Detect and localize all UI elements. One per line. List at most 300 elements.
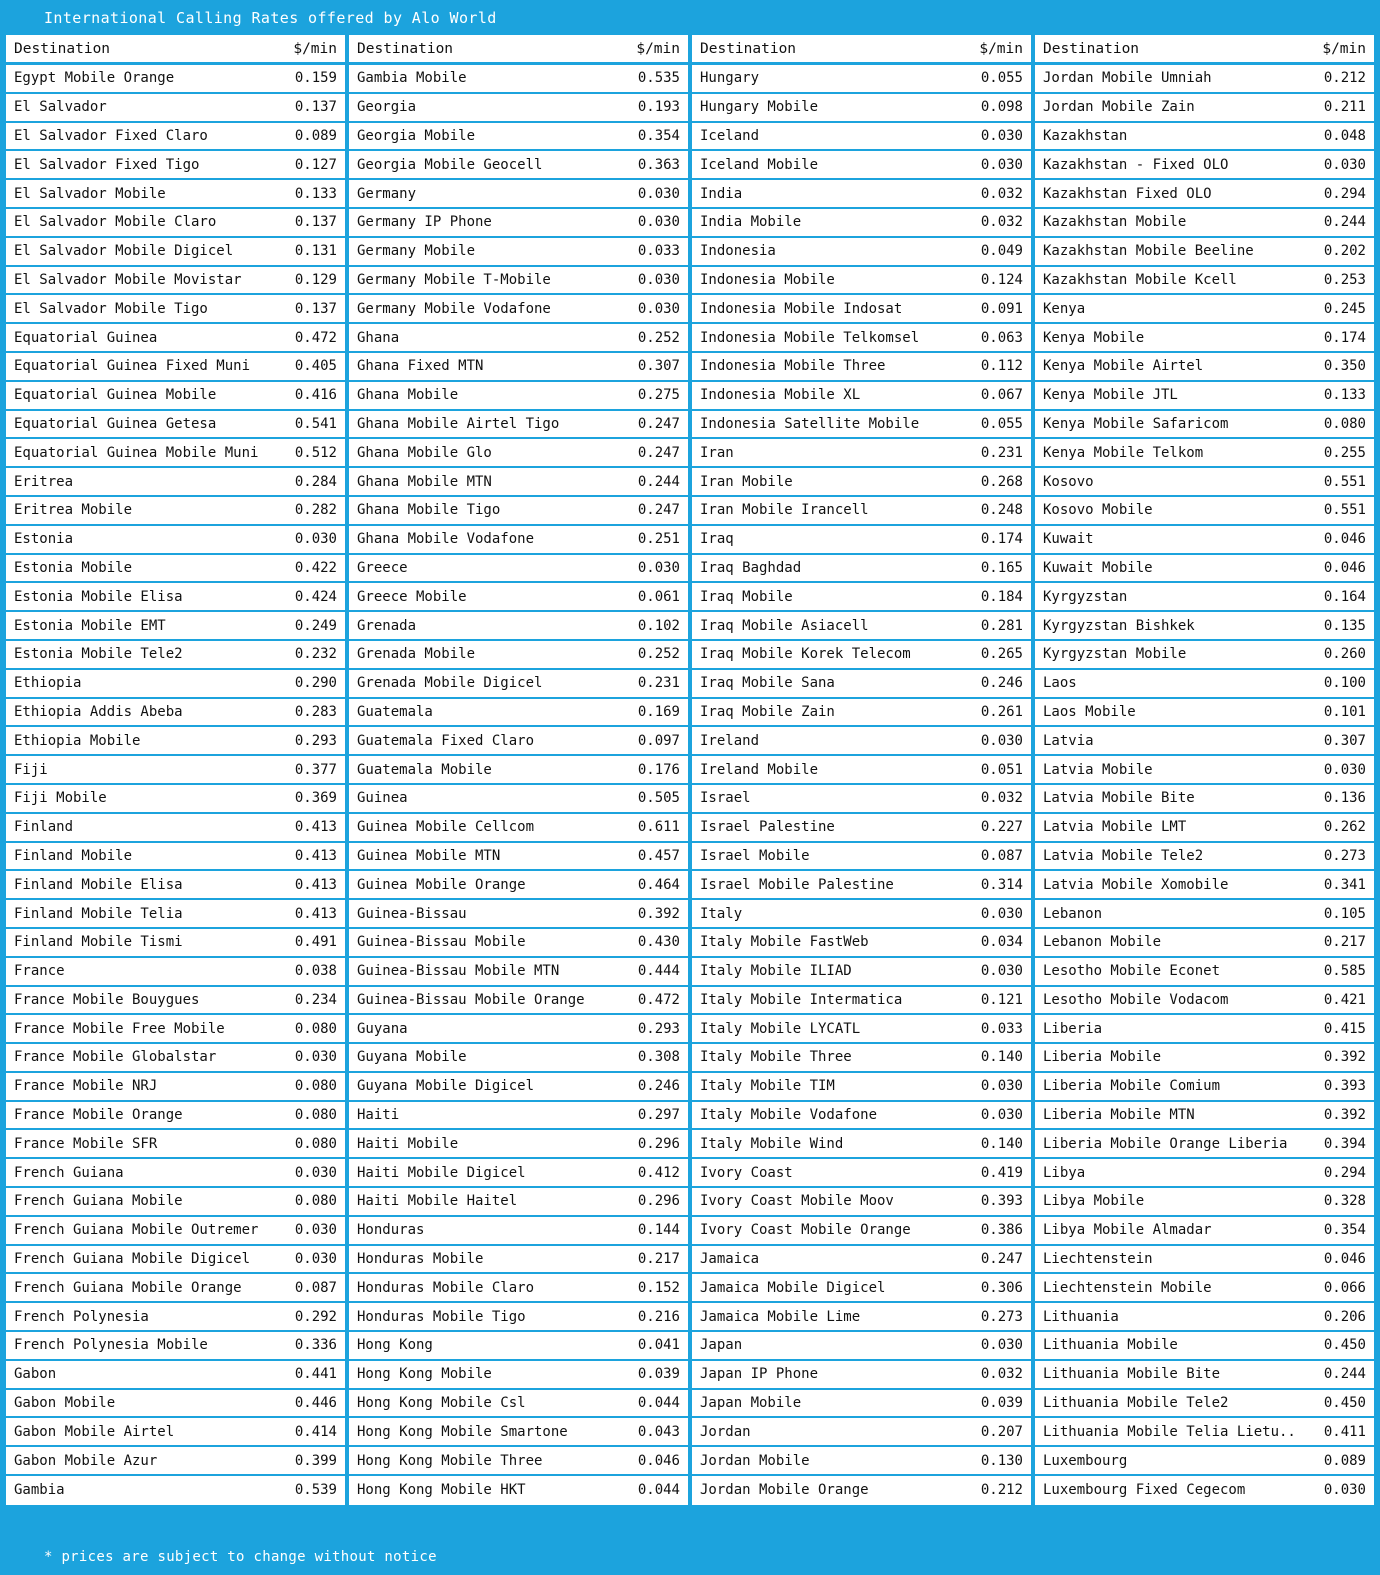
column-header-rate: $/min bbox=[1322, 40, 1366, 57]
rate-cell: 0.405 bbox=[294, 358, 337, 375]
table-row bbox=[349, 699, 688, 728]
destination-cell: Libya bbox=[1043, 1164, 1086, 1181]
destination-cell: French Guiana Mobile bbox=[14, 1193, 183, 1210]
table-row bbox=[6, 94, 345, 123]
destination-cell: Ireland Mobile bbox=[700, 761, 819, 778]
table-row bbox=[692, 267, 1031, 296]
destination-cell: France Mobile NRJ bbox=[14, 1078, 158, 1095]
table-row bbox=[6, 1274, 345, 1303]
table-row bbox=[6, 1246, 345, 1275]
rate-cell: 0.207 bbox=[980, 1423, 1023, 1440]
table-row bbox=[6, 1159, 345, 1188]
destination-cell: Grenada Mobile Digicel bbox=[357, 675, 543, 692]
rate-cell: 0.137 bbox=[294, 300, 337, 317]
table-row bbox=[349, 353, 688, 382]
rate-cell: 0.284 bbox=[294, 473, 337, 490]
destination-cell: Indonesia Satellite Mobile bbox=[700, 415, 920, 432]
rate-cell: 0.055 bbox=[980, 70, 1023, 87]
destination-cell: Guyana bbox=[357, 1020, 408, 1037]
rate-cell: 0.232 bbox=[294, 646, 337, 663]
rate-cell: 0.087 bbox=[980, 847, 1023, 864]
rate-cell: 0.089 bbox=[294, 127, 337, 144]
rate-cell: 0.091 bbox=[980, 300, 1023, 317]
rate-cell: 0.393 bbox=[1323, 1078, 1366, 1095]
rate-cell: 0.211 bbox=[1323, 99, 1366, 116]
table-row bbox=[1035, 497, 1374, 526]
table-row bbox=[1035, 1332, 1374, 1361]
table-row bbox=[1035, 209, 1374, 238]
destination-cell: Liechtenstein Mobile bbox=[1043, 1279, 1212, 1296]
destination-cell: Georgia Mobile Geocell bbox=[357, 156, 543, 173]
table-row bbox=[1035, 756, 1374, 785]
rate-cell: 0.046 bbox=[1323, 559, 1366, 576]
table-row bbox=[1035, 641, 1374, 670]
rate-cell: 0.030 bbox=[980, 156, 1023, 173]
rate-cell: 0.273 bbox=[980, 1308, 1023, 1325]
destination-cell: Lithuania bbox=[1043, 1308, 1119, 1325]
destination-cell: Indonesia Mobile XL bbox=[700, 387, 861, 404]
table-row bbox=[349, 1188, 688, 1217]
rate-cell: 0.202 bbox=[1323, 243, 1366, 260]
destination-cell: Jamaica Mobile Digicel bbox=[700, 1279, 886, 1296]
destination-cell: Haiti Mobile Digicel bbox=[357, 1164, 526, 1181]
destination-cell: Ethiopia Mobile bbox=[14, 732, 141, 749]
table-row bbox=[349, 1073, 688, 1102]
destination-cell: Equatorial Guinea bbox=[14, 329, 158, 346]
rate-cell: 0.350 bbox=[1323, 358, 1366, 375]
rate-cell: 0.030 bbox=[294, 1222, 337, 1239]
destination-cell: Equatorial Guinea Getesa bbox=[14, 415, 217, 432]
rate-cell: 0.033 bbox=[980, 1020, 1023, 1037]
destination-cell: Italy Mobile Vodafone bbox=[700, 1107, 878, 1124]
table-row bbox=[6, 1188, 345, 1217]
destination-cell: Kazakhstan Mobile Beeline bbox=[1043, 243, 1254, 260]
destination-cell: Kazakhstan Mobile Kcell bbox=[1043, 271, 1237, 288]
rate-cell: 0.030 bbox=[637, 559, 680, 576]
table-row bbox=[692, 929, 1031, 958]
table-row bbox=[349, 670, 688, 699]
rate-cell: 0.393 bbox=[980, 1193, 1023, 1210]
table-row bbox=[692, 612, 1031, 641]
table-row bbox=[349, 123, 688, 152]
destination-cell: Japan Mobile bbox=[700, 1395, 802, 1412]
table-row bbox=[349, 1217, 688, 1246]
rate-cell: 0.165 bbox=[980, 559, 1023, 576]
rate-cell: 0.424 bbox=[294, 588, 337, 605]
table-row bbox=[692, 526, 1031, 555]
destination-cell: Iraq Mobile Sana bbox=[700, 675, 835, 692]
rate-cell: 0.244 bbox=[637, 473, 680, 490]
rate-cell: 0.216 bbox=[637, 1308, 680, 1325]
table-row bbox=[692, 699, 1031, 728]
rate-cell: 0.234 bbox=[294, 991, 337, 1008]
destination-cell: Iceland Mobile bbox=[700, 156, 819, 173]
rate-cell: 0.152 bbox=[637, 1279, 680, 1296]
rate-cell: 0.354 bbox=[1323, 1222, 1366, 1239]
rate-cell: 0.414 bbox=[294, 1423, 337, 1440]
table-row bbox=[6, 699, 345, 728]
table-row bbox=[692, 555, 1031, 584]
table-row bbox=[692, 1130, 1031, 1159]
rate-cell: 0.087 bbox=[294, 1279, 337, 1296]
rate-cell: 0.066 bbox=[1323, 1279, 1366, 1296]
rate-cell: 0.030 bbox=[980, 963, 1023, 980]
destination-cell: Israel Palestine bbox=[700, 819, 835, 836]
destination-cell: Jordan bbox=[700, 1423, 751, 1440]
rate-cell: 0.413 bbox=[294, 876, 337, 893]
table-row bbox=[1035, 900, 1374, 929]
rate-cell: 0.392 bbox=[1323, 1107, 1366, 1124]
destination-cell: Japan IP Phone bbox=[700, 1366, 819, 1383]
table-row bbox=[692, 1044, 1031, 1073]
destination-cell: Hong Kong Mobile Three bbox=[357, 1452, 543, 1469]
table-row bbox=[1035, 1102, 1374, 1131]
destination-cell: Liberia Mobile bbox=[1043, 1049, 1162, 1066]
table-row bbox=[349, 555, 688, 584]
destination-cell: El Salvador Mobile Tigo bbox=[14, 300, 208, 317]
destination-cell: Germany Mobile Vodafone bbox=[357, 300, 551, 317]
destination-cell: Estonia Mobile EMT bbox=[14, 617, 166, 634]
rate-cell: 0.249 bbox=[294, 617, 337, 634]
destination-cell: Luxembourg bbox=[1043, 1452, 1128, 1469]
destination-cell: Libya Mobile Almadar bbox=[1043, 1222, 1212, 1239]
destination-cell: Guinea-Bissau bbox=[357, 905, 467, 922]
rate-cell: 0.491 bbox=[294, 934, 337, 951]
rate-cell: 0.464 bbox=[637, 876, 680, 893]
destination-cell: Ghana Fixed MTN bbox=[357, 358, 484, 375]
destination-cell: Italy Mobile Three bbox=[700, 1049, 852, 1066]
table-row bbox=[349, 871, 688, 900]
rate-cell: 0.386 bbox=[980, 1222, 1023, 1239]
table-row bbox=[349, 612, 688, 641]
rate-cell: 0.411 bbox=[1323, 1423, 1366, 1440]
column-header-destination: Destination bbox=[1043, 40, 1140, 57]
destination-cell: Ghana Mobile bbox=[357, 387, 459, 404]
rate-cell: 0.030 bbox=[980, 1107, 1023, 1124]
rate-cell: 0.283 bbox=[294, 703, 337, 720]
destination-cell: Iraq Mobile bbox=[700, 588, 793, 605]
rate-cell: 0.032 bbox=[980, 1366, 1023, 1383]
rate-cell: 0.048 bbox=[1323, 127, 1366, 144]
rate-cell: 0.244 bbox=[1323, 1366, 1366, 1383]
destination-cell: Italy Mobile Wind bbox=[700, 1135, 844, 1152]
destination-cell: Gabon Mobile bbox=[14, 1395, 116, 1412]
rate-cell: 0.039 bbox=[637, 1366, 680, 1383]
rate-cell: 0.296 bbox=[637, 1135, 680, 1152]
rate-cell: 0.034 bbox=[980, 934, 1023, 951]
rate-cell: 0.307 bbox=[1323, 732, 1366, 749]
table-row bbox=[6, 65, 345, 94]
table-row bbox=[692, 65, 1031, 94]
rate-cell: 0.306 bbox=[980, 1279, 1023, 1296]
table-row bbox=[692, 209, 1031, 238]
rate-cell: 0.328 bbox=[1323, 1193, 1366, 1210]
table-row bbox=[6, 1390, 345, 1419]
destination-cell: Iraq Baghdad bbox=[700, 559, 802, 576]
destination-cell: Guyana Mobile bbox=[357, 1049, 467, 1066]
rate-cell: 0.253 bbox=[1323, 271, 1366, 288]
table-row bbox=[349, 814, 688, 843]
rate-cell: 0.136 bbox=[1323, 790, 1366, 807]
rate-cell: 0.098 bbox=[980, 99, 1023, 116]
destination-cell: Guinea-Bissau Mobile MTN bbox=[357, 963, 560, 980]
rate-cell: 0.247 bbox=[637, 444, 680, 461]
rate-cell: 0.030 bbox=[294, 531, 337, 548]
destination-cell: Lithuania Mobile Tele2 bbox=[1043, 1395, 1229, 1412]
destination-cell: Jamaica Mobile Lime bbox=[700, 1308, 861, 1325]
rate-cell: 0.247 bbox=[637, 415, 680, 432]
destination-cell: Honduras bbox=[357, 1222, 425, 1239]
destination-cell: Guinea bbox=[357, 790, 408, 807]
table-row bbox=[349, 583, 688, 612]
table-row bbox=[692, 1159, 1031, 1188]
destination-cell: Haiti Mobile Haitel bbox=[357, 1193, 518, 1210]
destination-cell: Guinea Mobile Orange bbox=[357, 876, 526, 893]
destination-cell: Kyrgyzstan Bishkek bbox=[1043, 617, 1195, 634]
rate-cell: 0.080 bbox=[1323, 415, 1366, 432]
destination-cell: Hungary Mobile bbox=[700, 99, 819, 116]
destination-cell: Kenya Mobile Airtel bbox=[1043, 358, 1204, 375]
rate-cell: 0.131 bbox=[294, 243, 337, 260]
table-row bbox=[1035, 123, 1374, 152]
table-row bbox=[1035, 1217, 1374, 1246]
rate-cell: 0.046 bbox=[1323, 531, 1366, 548]
rate-cell: 0.505 bbox=[637, 790, 680, 807]
table-row bbox=[349, 1015, 688, 1044]
rate-cell: 0.032 bbox=[980, 790, 1023, 807]
table-row bbox=[6, 1044, 345, 1073]
destination-cell: Iraq Mobile Asiacell bbox=[700, 617, 869, 634]
rate-cell: 0.080 bbox=[294, 1135, 337, 1152]
rate-cell: 0.080 bbox=[294, 1107, 337, 1124]
rate-cell: 0.089 bbox=[1323, 1452, 1366, 1469]
rate-cell: 0.296 bbox=[637, 1193, 680, 1210]
rate-cell: 0.044 bbox=[637, 1395, 680, 1412]
destination-cell: Kosovo Mobile bbox=[1043, 502, 1153, 519]
table-row bbox=[1035, 1303, 1374, 1332]
table-row bbox=[6, 1447, 345, 1476]
destination-cell: Kenya Mobile Telkom bbox=[1043, 444, 1204, 461]
table-row bbox=[349, 324, 688, 353]
rate-cell: 0.399 bbox=[294, 1452, 337, 1469]
destination-cell: Ghana Mobile MTN bbox=[357, 473, 492, 490]
table-row bbox=[6, 555, 345, 584]
table-row bbox=[692, 180, 1031, 209]
table-row bbox=[349, 1044, 688, 1073]
rate-cell: 0.046 bbox=[637, 1452, 680, 1469]
table-row bbox=[6, 468, 345, 497]
table-row bbox=[692, 1102, 1031, 1131]
destination-cell: Italy Mobile ILIAD bbox=[700, 963, 852, 980]
table-row bbox=[692, 1332, 1031, 1361]
destination-cell: Egypt Mobile Orange bbox=[14, 70, 175, 87]
rate-cell: 0.102 bbox=[637, 617, 680, 634]
destination-cell: Finland Mobile bbox=[14, 847, 133, 864]
table-row bbox=[6, 641, 345, 670]
destination-cell: Latvia Mobile LMT bbox=[1043, 819, 1187, 836]
rate-cell: 0.457 bbox=[637, 847, 680, 864]
rate-cell: 0.121 bbox=[980, 991, 1023, 1008]
table-row bbox=[1035, 727, 1374, 756]
table-row bbox=[1035, 583, 1374, 612]
table-row bbox=[6, 1361, 345, 1390]
table-row bbox=[692, 900, 1031, 929]
rate-cell: 0.030 bbox=[637, 271, 680, 288]
table-row bbox=[6, 929, 345, 958]
destination-cell: Eritrea Mobile bbox=[14, 502, 133, 519]
rate-cell: 0.184 bbox=[980, 588, 1023, 605]
destination-cell: Finland Mobile Telia bbox=[14, 905, 183, 922]
rate-cell: 0.419 bbox=[980, 1164, 1023, 1181]
table-row bbox=[349, 641, 688, 670]
rate-cell: 0.030 bbox=[980, 1078, 1023, 1095]
rate-cell: 0.441 bbox=[294, 1366, 337, 1383]
table-row bbox=[6, 382, 345, 411]
rate-cell: 0.212 bbox=[1323, 70, 1366, 87]
table-row bbox=[6, 1332, 345, 1361]
destination-cell: Kenya Mobile Safaricom bbox=[1043, 415, 1229, 432]
table-row bbox=[692, 353, 1031, 382]
rate-cell: 0.392 bbox=[1323, 1049, 1366, 1066]
table-row bbox=[349, 1418, 688, 1447]
destination-cell: Hong Kong Mobile Smartone bbox=[357, 1423, 568, 1440]
destination-cell: Ireland bbox=[700, 732, 760, 749]
rate-cell: 0.105 bbox=[1323, 905, 1366, 922]
rate-cell: 0.369 bbox=[294, 790, 337, 807]
rate-cell: 0.551 bbox=[1323, 473, 1366, 490]
table-row bbox=[6, 324, 345, 353]
rate-cell: 0.030 bbox=[980, 1337, 1023, 1354]
destination-cell: Indonesia bbox=[700, 243, 776, 260]
destination-cell: Ethiopia Addis Abeba bbox=[14, 703, 183, 720]
table-row bbox=[6, 670, 345, 699]
table-row bbox=[1035, 1044, 1374, 1073]
destination-cell: Kyrgyzstan bbox=[1043, 588, 1128, 605]
destination-cell: Gambia Mobile bbox=[357, 70, 467, 87]
rate-cell: 0.164 bbox=[1323, 588, 1366, 605]
rates-column bbox=[349, 35, 688, 1539]
destination-cell: Georgia bbox=[357, 99, 417, 116]
table-row bbox=[349, 439, 688, 468]
rate-cell: 0.231 bbox=[637, 675, 680, 692]
table-row bbox=[1035, 814, 1374, 843]
destination-cell: Israel Mobile Palestine bbox=[700, 876, 894, 893]
rate-cell: 0.472 bbox=[637, 991, 680, 1008]
rate-cell: 0.421 bbox=[1323, 991, 1366, 1008]
rate-cell: 0.055 bbox=[980, 415, 1023, 432]
rate-cell: 0.030 bbox=[294, 1049, 337, 1066]
rates-column bbox=[6, 35, 345, 1539]
rate-cell: 0.046 bbox=[1323, 1251, 1366, 1268]
destination-cell: Grenada Mobile bbox=[357, 646, 476, 663]
table-row bbox=[1035, 267, 1374, 296]
destination-cell: France Mobile Bouygues bbox=[14, 991, 200, 1008]
destination-cell: French Guiana Mobile Outremer bbox=[14, 1222, 259, 1239]
rate-cell: 0.281 bbox=[980, 617, 1023, 634]
table-row bbox=[6, 123, 345, 152]
destination-cell: Hungary bbox=[700, 70, 760, 87]
destination-cell: Haiti bbox=[357, 1107, 400, 1124]
destination-cell: Ghana bbox=[357, 329, 400, 346]
rate-cell: 0.450 bbox=[1323, 1395, 1366, 1412]
rate-cell: 0.293 bbox=[294, 732, 337, 749]
table-row bbox=[1035, 843, 1374, 872]
rate-cell: 0.294 bbox=[1323, 185, 1366, 202]
destination-cell: Kazakhstan - Fixed OLO bbox=[1043, 156, 1229, 173]
destination-cell: France Mobile SFR bbox=[14, 1135, 158, 1152]
rates-table-grid bbox=[0, 35, 1380, 1539]
destination-cell: India bbox=[700, 185, 743, 202]
rate-cell: 0.247 bbox=[980, 1251, 1023, 1268]
table-row bbox=[1035, 468, 1374, 497]
destination-cell: Ethiopia bbox=[14, 675, 82, 692]
table-row bbox=[6, 353, 345, 382]
column-header-rate: $/min bbox=[293, 40, 337, 57]
rate-cell: 0.413 bbox=[294, 819, 337, 836]
destination-cell: Liberia bbox=[1043, 1020, 1103, 1037]
destination-cell: Latvia Mobile Tele2 bbox=[1043, 847, 1204, 864]
rate-cell: 0.039 bbox=[980, 1395, 1023, 1412]
column-header-destination: Destination bbox=[700, 40, 797, 57]
destination-cell: Kuwait Mobile bbox=[1043, 559, 1153, 576]
destination-cell: France Mobile Free Mobile bbox=[14, 1020, 225, 1037]
table-row bbox=[692, 1274, 1031, 1303]
table-row bbox=[692, 727, 1031, 756]
table-row bbox=[692, 411, 1031, 440]
page-title: International Calling Rates offered by Alo World bbox=[44, 9, 497, 27]
table-row bbox=[692, 987, 1031, 1016]
table-row bbox=[6, 209, 345, 238]
destination-cell: Iran Mobile bbox=[700, 473, 793, 490]
destination-cell: Ghana Mobile Glo bbox=[357, 444, 492, 461]
destination-cell: Hong Kong Mobile HKT bbox=[357, 1482, 526, 1499]
rate-cell: 0.551 bbox=[1323, 502, 1366, 519]
table-row bbox=[692, 641, 1031, 670]
table-row bbox=[1035, 238, 1374, 267]
rate-cell: 0.127 bbox=[294, 156, 337, 173]
destination-cell: Indonesia Mobile Three bbox=[700, 358, 886, 375]
rate-cell: 0.124 bbox=[980, 271, 1023, 288]
rate-cell: 0.354 bbox=[637, 127, 680, 144]
rate-cell: 0.030 bbox=[637, 214, 680, 231]
table-row bbox=[1035, 1246, 1374, 1275]
rate-cell: 0.137 bbox=[294, 99, 337, 116]
rate-cell: 0.130 bbox=[980, 1452, 1023, 1469]
table-row bbox=[349, 929, 688, 958]
destination-cell: Guatemala Mobile bbox=[357, 761, 492, 778]
rate-cell: 0.227 bbox=[980, 819, 1023, 836]
table-row bbox=[349, 411, 688, 440]
table-row bbox=[6, 1418, 345, 1447]
table-row bbox=[349, 180, 688, 209]
table-row bbox=[6, 1130, 345, 1159]
destination-cell: Ghana Mobile Airtel Tigo bbox=[357, 415, 560, 432]
table-row bbox=[1035, 1390, 1374, 1419]
rate-cell: 0.043 bbox=[637, 1423, 680, 1440]
rate-cell: 0.539 bbox=[294, 1482, 337, 1499]
destination-cell: French Guiana Mobile Orange bbox=[14, 1279, 242, 1296]
destination-cell: Jordan Mobile Umniah bbox=[1043, 70, 1212, 87]
rate-cell: 0.245 bbox=[1323, 300, 1366, 317]
destination-cell: Lithuania Mobile bbox=[1043, 1337, 1178, 1354]
rate-cell: 0.169 bbox=[637, 703, 680, 720]
table-row bbox=[6, 1217, 345, 1246]
rate-cell: 0.030 bbox=[980, 127, 1023, 144]
destination-cell: Jordan Mobile Orange bbox=[700, 1482, 869, 1499]
table-row bbox=[6, 526, 345, 555]
rate-cell: 0.030 bbox=[980, 732, 1023, 749]
destination-cell: Latvia Mobile Bite bbox=[1043, 790, 1195, 807]
